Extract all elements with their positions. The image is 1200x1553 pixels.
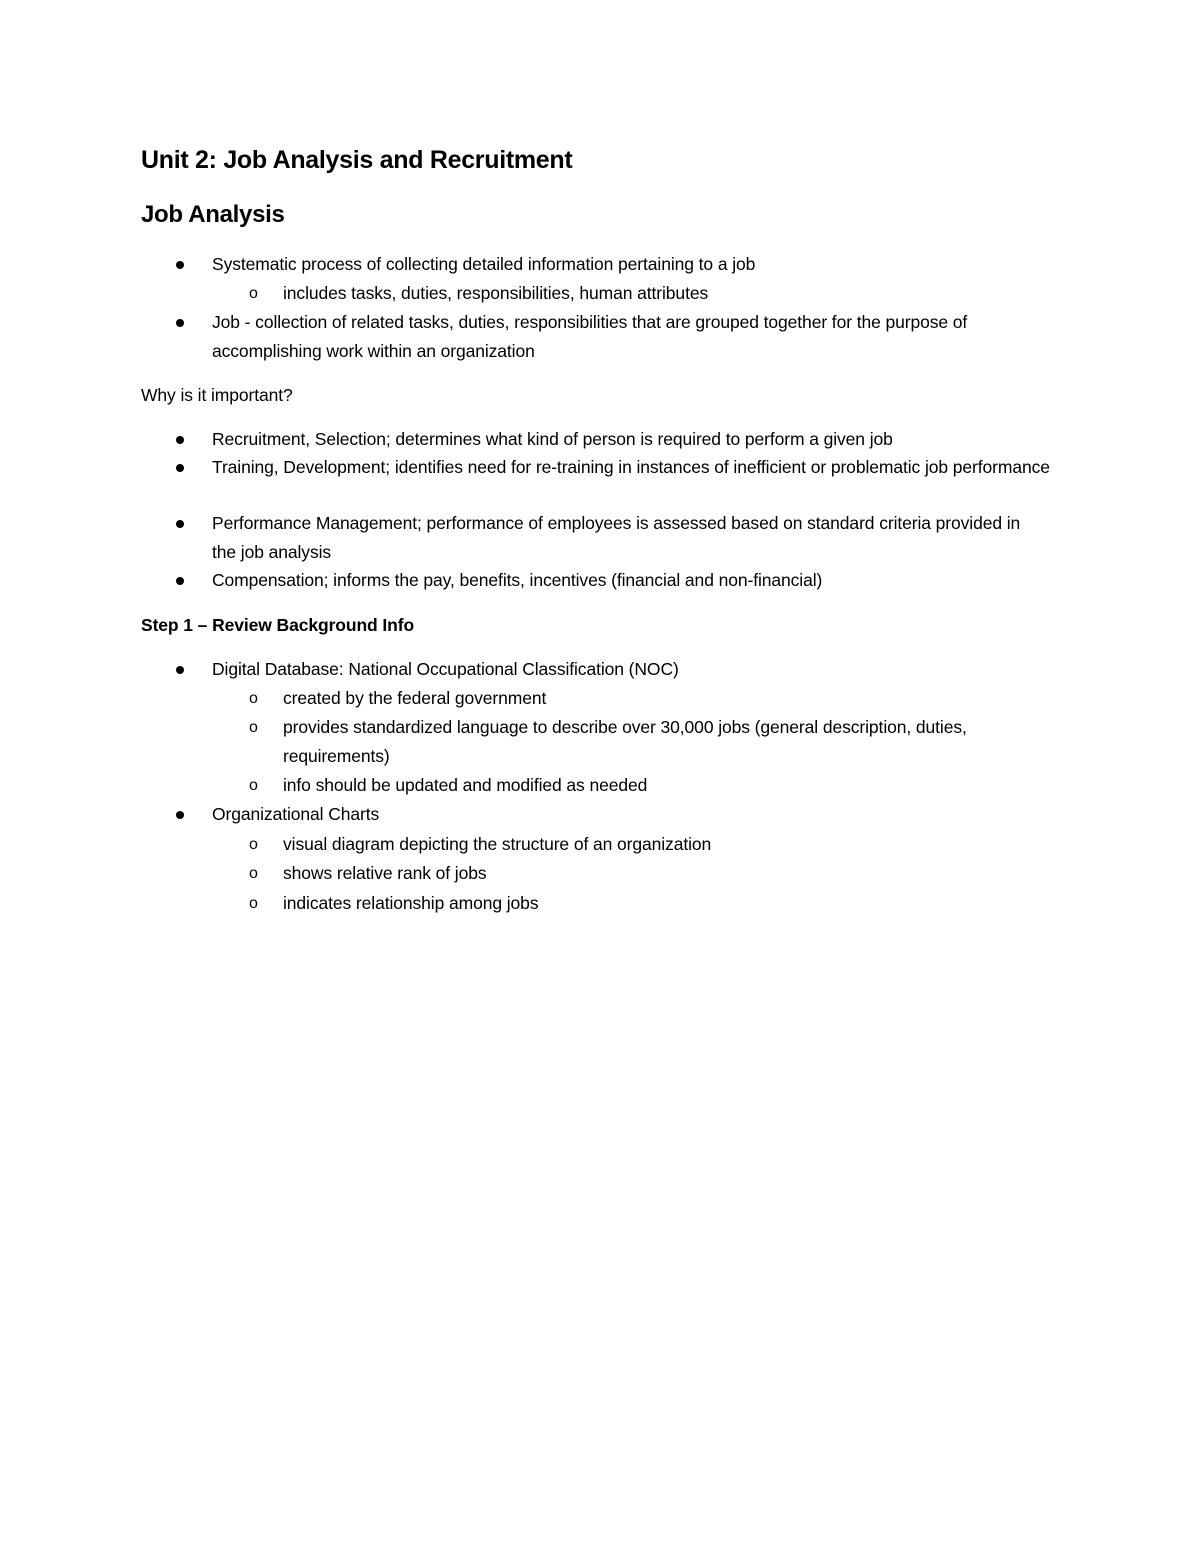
sub-bullet-icon: o — [249, 777, 258, 794]
sub-list-item: provides standardized language to describe over 30,000 jobs (general description, duties, requirements) — [283, 717, 967, 766]
sub-list-item: indicates relationship among jobs — [283, 893, 539, 913]
sub-bullet-icon: o — [249, 285, 258, 302]
list-item: Systematic process of collecting detailed information pertaining to a job — [212, 254, 756, 274]
bullet-icon — [176, 811, 184, 819]
section-heading-why: Why is it important? — [141, 385, 293, 405]
bullet-icon — [176, 436, 184, 444]
list-item: Training, Development; identifies need for re-training in instances of inefficient or problematic job performance — [212, 457, 1050, 477]
bullet-icon — [176, 261, 184, 269]
sub-bullet-icon: o — [249, 836, 258, 853]
list-item: Job - collection of related tasks, duties, responsibilities that are grouped together for the purpose of accomplishing work within an organization — [212, 312, 968, 361]
sub-list-item: shows relative rank of jobs — [283, 863, 487, 883]
sub-list-item: info should be updated and modified as needed — [283, 775, 648, 795]
sub-bullet-icon: o — [249, 895, 258, 912]
bullet-icon — [176, 520, 184, 528]
sub-bullet-icon: o — [249, 865, 258, 882]
bullet-icon — [176, 319, 184, 327]
sub-list-item: includes tasks, duties, responsibilities, human attributes — [283, 283, 709, 303]
sub-bullet-icon: o — [249, 719, 258, 736]
list-item: Recruitment, Selection; determines what kind of person is required to perform a given job — [212, 429, 893, 449]
list-item: Compensation; informs the pay, benefits, incentives (financial and non-financial) — [212, 570, 823, 590]
sub-list-item: visual diagram depicting the structure of an organization — [283, 834, 712, 854]
list-item: Digital Database: National Occupational Classification (NOC) — [212, 659, 679, 679]
document-title: Unit 2: Job Analysis and Recruitment — [141, 146, 573, 174]
bullet-icon — [176, 577, 184, 585]
list-item: Organizational Charts — [212, 804, 380, 824]
section-heading-step-1: Step 1 – Review Background Info — [141, 615, 415, 635]
bullet-icon — [176, 666, 184, 674]
sub-bullet-icon: o — [249, 690, 258, 707]
sub-list-item: created by the federal government — [283, 688, 547, 708]
section-heading-job-analysis: Job Analysis — [141, 201, 285, 228]
list-item: Performance Management; performance of employees is assessed based on standard criteria provided in the job analysis — [212, 513, 1021, 562]
bullet-icon — [176, 464, 184, 472]
